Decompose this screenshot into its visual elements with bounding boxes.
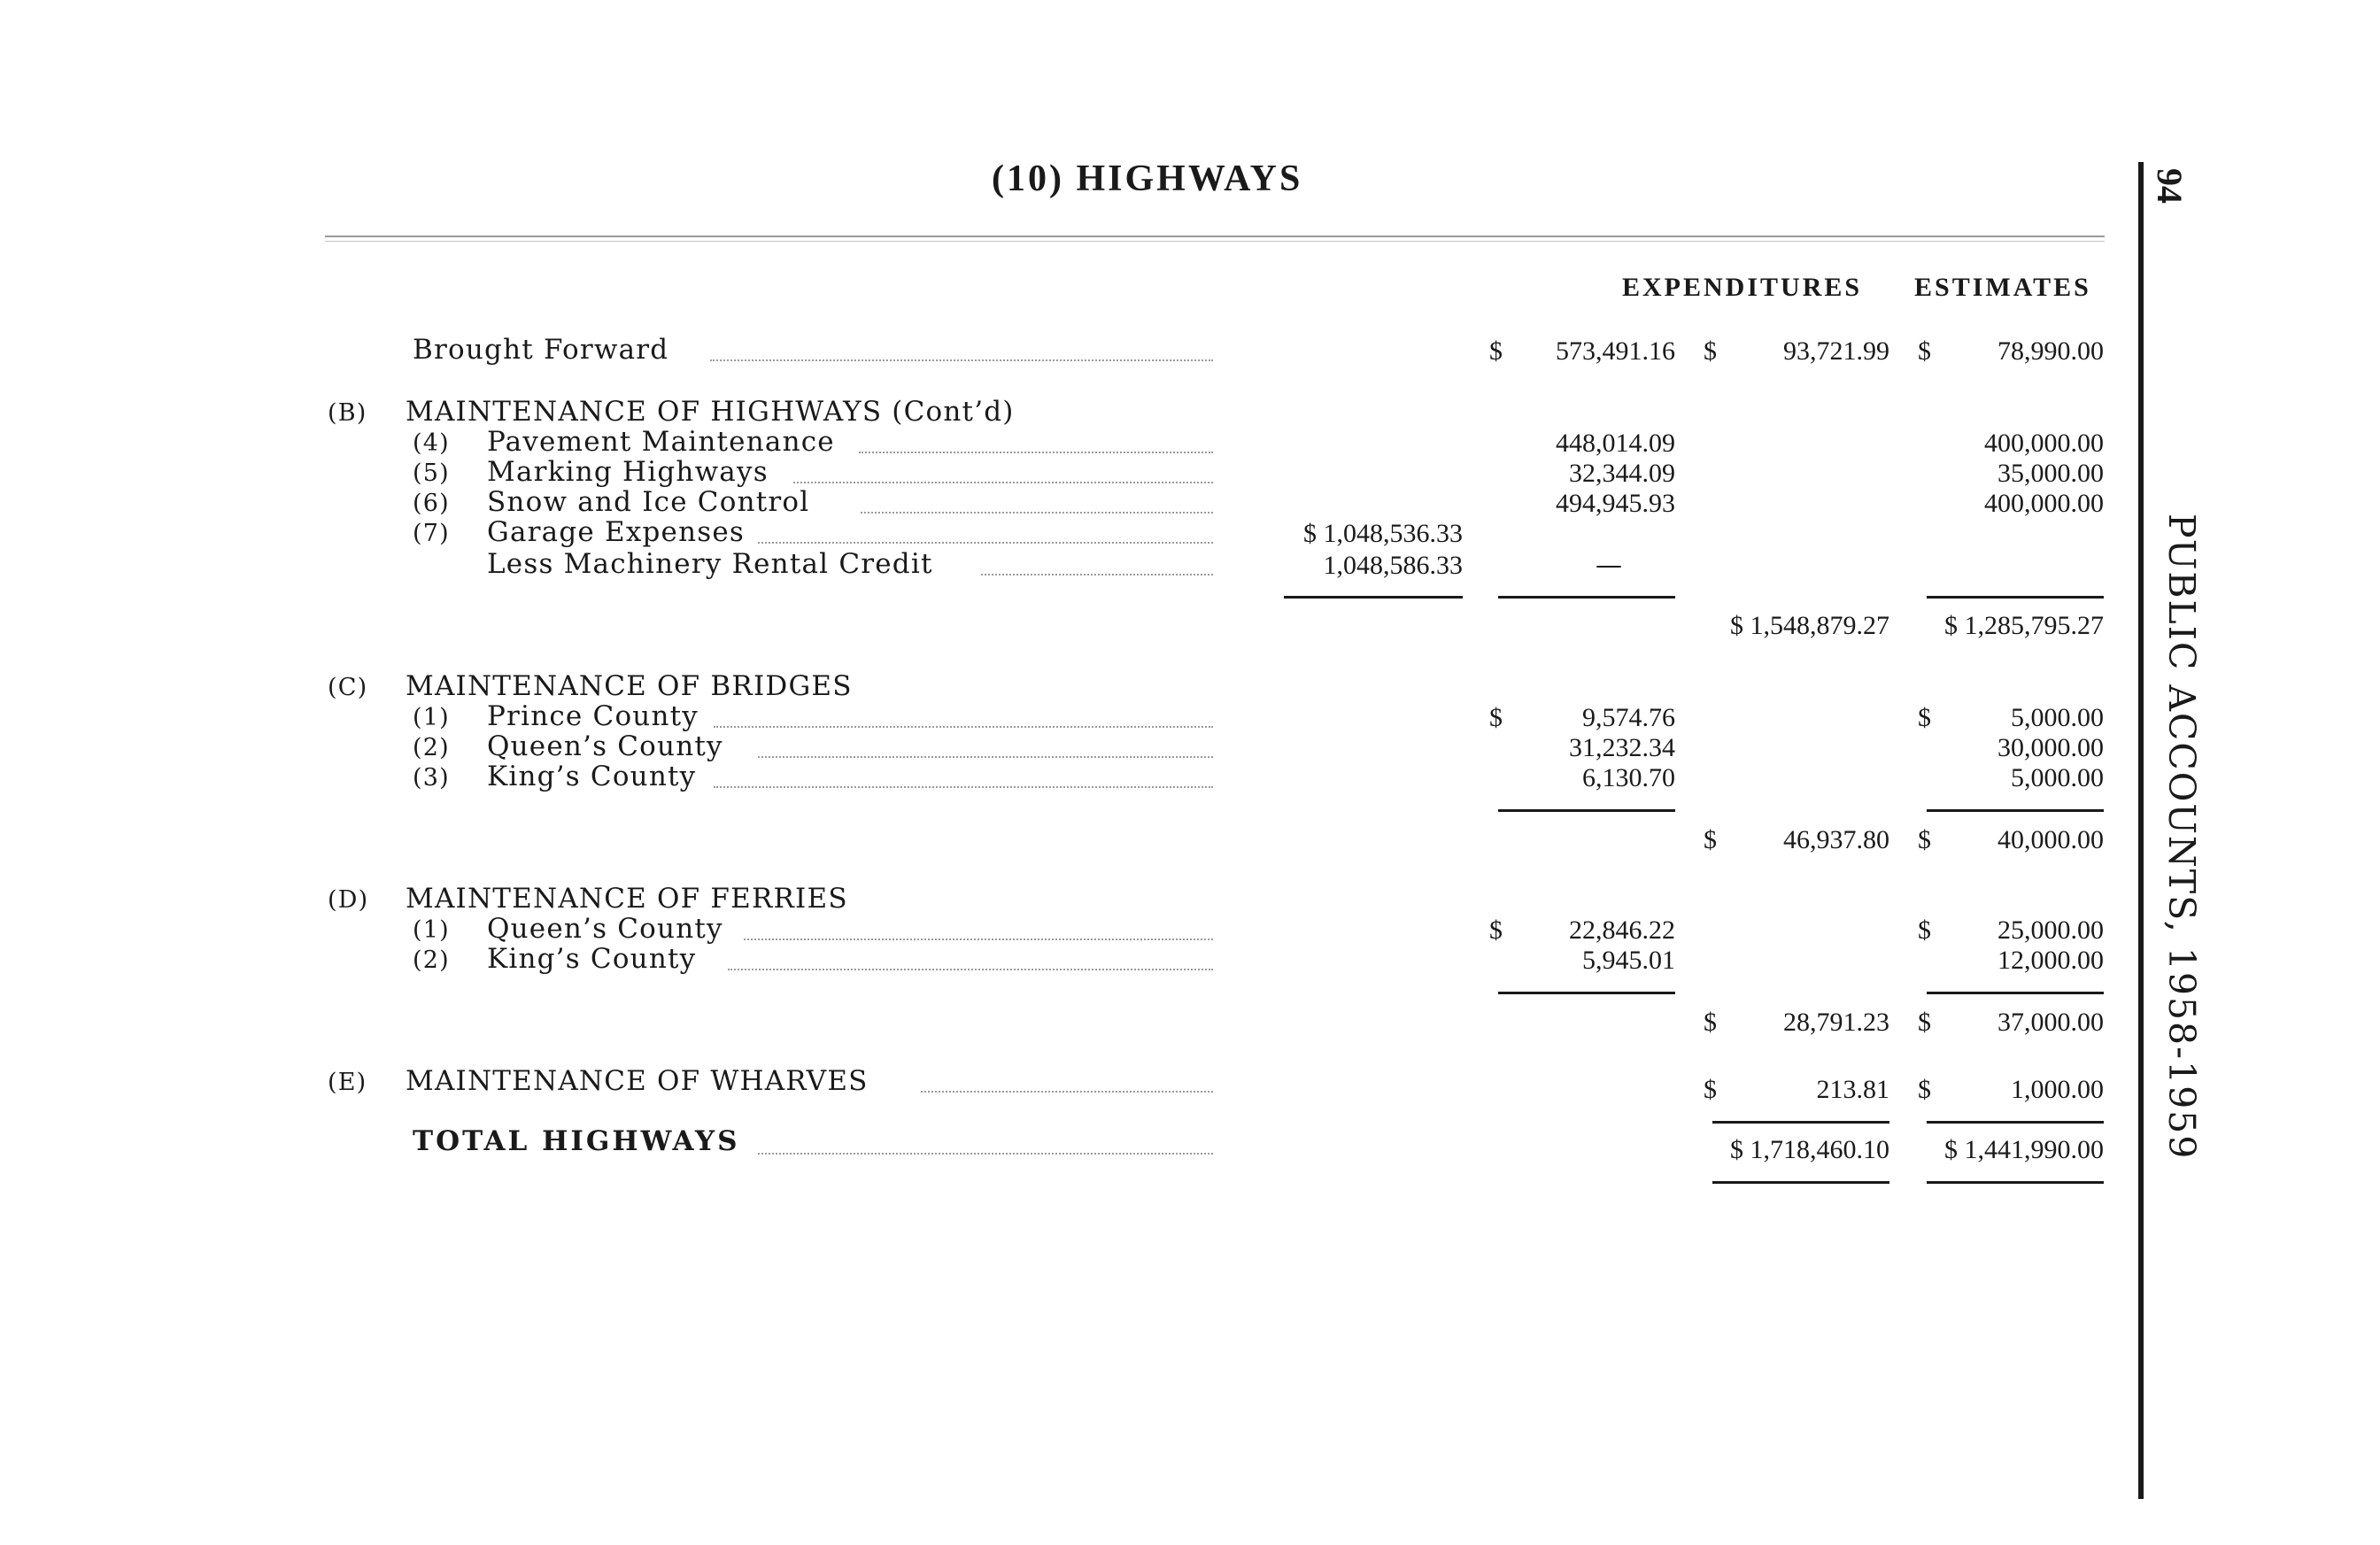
section-mark: (C): [328, 674, 368, 701]
currency-sign: $: [1918, 703, 1931, 732]
item-estimate: 5,000.00: [2011, 703, 2104, 732]
total-rule: [1284, 596, 1463, 599]
section-total-estimates: $ 1,285,795.27: [1944, 611, 2104, 640]
column-heading-expenditures: EXPENDITURES: [1622, 273, 1863, 302]
less-credit-amount: 1,048,586.33: [1323, 551, 1463, 580]
leader-dots: [981, 574, 1213, 576]
item-mark: (7): [413, 520, 450, 547]
page-number: 94: [2150, 168, 2190, 204]
item-mark: (1): [413, 916, 450, 944]
leader-dots: [758, 1153, 1213, 1155]
title-rule-secondary: [325, 241, 2105, 242]
item-label: Marking Highways: [487, 456, 769, 488]
double-rule: [1712, 1181, 1889, 1184]
item-label: King’s County: [487, 761, 697, 792]
leader-dots: [859, 452, 1213, 453]
section-mark: (B): [328, 399, 367, 427]
leader-dots: [714, 726, 1213, 728]
leader-dots: [744, 939, 1213, 940]
section-mark: (E): [328, 1069, 367, 1096]
brought-forward-label: Brought Forward: [413, 334, 669, 366]
total-rule: [1498, 992, 1675, 994]
column-heading-estimates: ESTIMATES: [1914, 273, 2091, 302]
section-heading: MAINTENANCE OF BRIDGES: [406, 670, 853, 702]
section-mark: (D): [328, 886, 369, 914]
section-total-expenditures: 28,791.23: [1783, 1008, 1889, 1037]
item-expenditure: 32,344.09: [1569, 459, 1675, 488]
currency-sign: $: [1918, 336, 1931, 366]
total-rule: [1927, 596, 2104, 599]
leader-dots: [861, 512, 1213, 514]
brought-forward-expenditures: 93,721.99: [1783, 336, 1889, 366]
total-rule: [1498, 809, 1675, 812]
title-rule: [325, 236, 2105, 237]
item-mark: (4): [413, 429, 450, 457]
currency-sign: $: [1918, 915, 1931, 945]
item-label: Pavement Maintenance: [487, 426, 835, 458]
leader-dots: [710, 359, 1213, 361]
item-label: Queen’s County: [487, 913, 723, 945]
item-mark: (6): [413, 490, 450, 517]
total-rule: [1498, 596, 1675, 599]
currency-sign: $: [1704, 1008, 1717, 1037]
page-title: (10) HIGHWAYS: [992, 158, 1303, 199]
item-mark: (3): [413, 764, 450, 792]
grand-total-estimates: $ 1,441,990.00: [1944, 1135, 2104, 1164]
section-heading: MAINTENANCE OF HIGHWAYS (Cont’d): [406, 396, 1015, 428]
currency-sign: $: [1489, 336, 1503, 366]
leader-dots: [758, 756, 1213, 758]
item-mark: (2): [413, 734, 450, 761]
item-estimate: 400,000.00: [1984, 429, 2104, 458]
section-total-estimates: 37,000.00: [1998, 1008, 2104, 1037]
total-rule: [1927, 992, 2104, 994]
wharves-expenditures: 213.81: [1816, 1075, 1889, 1104]
currency-sign: $: [1489, 915, 1503, 945]
item-expenditure: 31,232.34: [1569, 733, 1675, 762]
item-expenditure: 22,846.22: [1569, 915, 1675, 945]
total-rule: [1927, 809, 2104, 812]
item-label: Garage Expenses: [487, 516, 746, 548]
currency-sign: $: [1704, 825, 1717, 854]
leader-dots: [728, 969, 1213, 970]
item-estimate: 12,000.00: [1998, 946, 2104, 975]
currency-sign: $: [1918, 825, 1931, 854]
section-total-expenditures: 46,937.80: [1783, 825, 1889, 854]
double-rule: [1927, 1181, 2104, 1184]
item-label: Queen’s County: [487, 730, 723, 762]
leader-dots: [758, 542, 1213, 544]
item-label: Snow and Ice Control: [487, 486, 810, 518]
item-estimate: 25,000.00: [1998, 915, 2104, 945]
item-estimate: 30,000.00: [1998, 733, 2104, 762]
running-head: PUBLIC ACCOUNTS, 1958-1959: [2160, 514, 2203, 1161]
brought-forward-estimates: 78,990.00: [1998, 336, 2104, 366]
item-mark: (2): [413, 946, 450, 974]
item-mark: (5): [413, 460, 450, 487]
leader-dots: [921, 1091, 1213, 1093]
item-label: King’s County: [487, 943, 697, 975]
item-estimate: 35,000.00: [1998, 459, 2104, 488]
grand-total-expenditures: $ 1,718,460.10: [1730, 1135, 1889, 1164]
item-mark: (1): [413, 704, 450, 731]
grand-total-label: TOTAL HIGHWAYS: [413, 1125, 740, 1157]
currency-sign: $: [1489, 703, 1503, 732]
item-expenditure: 5,945.01: [1582, 946, 1675, 975]
leader-dots: [714, 786, 1213, 788]
currency-sign: $: [1704, 1075, 1717, 1104]
garage-expenses-subtotal: $ 1,048,536.33: [1303, 519, 1463, 548]
currency-sign: $: [1918, 1008, 1931, 1037]
section-total-expenditures: $ 1,548,879.27: [1730, 611, 1889, 640]
currency-sign: $: [1918, 1075, 1931, 1104]
margin-rule: [2138, 162, 2144, 1499]
nil-dash: —: [1596, 550, 1622, 581]
item-expenditure: 448,014.09: [1556, 429, 1675, 458]
item-estimate: 400,000.00: [1984, 489, 2104, 518]
item-expenditure: 494,945.93: [1556, 489, 1675, 518]
item-estimate: 5,000.00: [2011, 763, 2104, 792]
total-rule: [1927, 1121, 2104, 1124]
total-rule: [1712, 1121, 1889, 1124]
currency-sign: $: [1704, 336, 1717, 366]
less-credit-label: Less Machinery Rental Credit: [487, 548, 933, 580]
wharves-estimates: 1,000.00: [2011, 1075, 2104, 1104]
item-expenditure: 6,130.70: [1582, 763, 1675, 792]
section-total-estimates: 40,000.00: [1998, 825, 2104, 854]
item-expenditure: 9,574.76: [1582, 703, 1675, 732]
brought-forward-detail: 573,491.16: [1556, 336, 1675, 366]
item-label: Prince County: [487, 700, 699, 732]
section-heading: MAINTENANCE OF WHARVES: [406, 1065, 869, 1097]
section-heading: MAINTENANCE OF FERRIES: [406, 883, 848, 915]
leader-dots: [793, 482, 1213, 483]
